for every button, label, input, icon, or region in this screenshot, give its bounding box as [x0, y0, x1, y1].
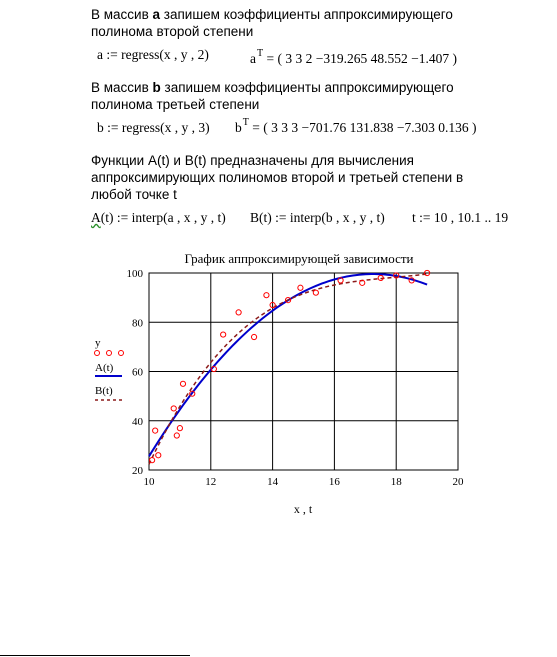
data-point	[174, 433, 179, 438]
y-tick-label: 20	[132, 465, 143, 477]
formula-t-range[interactable]: t := 10 , 10.1 .. 19	[412, 210, 509, 225]
data-point	[149, 458, 154, 463]
legend-y-label: y	[95, 337, 101, 349]
legend-y-marker	[95, 351, 100, 356]
formula-regress-a[interactable]: a := regress(x , y , 2)	[97, 47, 209, 62]
x-tick-label: 12	[205, 476, 217, 488]
data-point	[313, 290, 318, 295]
chart-title: График аппроксимирующей зависимости	[184, 251, 414, 266]
data-point	[236, 310, 241, 315]
a-sup: T	[257, 48, 264, 59]
section-b-prefix: В массив	[91, 80, 153, 95]
x-tick-label: 14	[267, 476, 279, 488]
y-tick-labels	[127, 268, 144, 477]
section-funcs-line3: любой точке t	[91, 187, 177, 202]
y-tick-label: 60	[132, 366, 143, 379]
x-tick-label: 10	[143, 476, 155, 488]
legend-y-marker	[107, 351, 112, 356]
plot-grid	[149, 273, 458, 470]
formula-A-name: A	[91, 210, 101, 225]
y-tick-label: 100	[126, 268, 143, 280]
data-point	[156, 453, 161, 458]
section-a-suffix: запишем коэффициенты аппроксимирующего	[160, 7, 453, 22]
curve-A	[149, 274, 427, 456]
x-axis-label: x , t	[293, 502, 313, 516]
data-point	[264, 293, 269, 298]
x-tick-labels	[144, 476, 465, 488]
section-a-var: a	[152, 7, 161, 22]
section-a-prefix: В массив	[91, 7, 153, 22]
formula-B[interactable]: B(t) := interp(b , x , y , t)	[250, 210, 385, 225]
b-var: b	[235, 120, 242, 135]
data-point	[221, 332, 226, 337]
a-var: a	[250, 51, 256, 66]
section-b-text-line2: полинома третьей степени	[91, 97, 260, 112]
formula-regress-b[interactable]: b := regress(x , y , 3)	[97, 120, 210, 135]
y-tick-label: 40	[132, 415, 143, 428]
x-tick-label: 16	[328, 476, 340, 488]
section-funcs-line1: Функции A(t) и B(t) предназначены для вычисления	[91, 153, 414, 168]
legend-B-label: B(t)	[95, 385, 113, 397]
data-point	[153, 428, 158, 433]
a-values: = ( 3 3 2 −319.265 48.552 −1.407 )	[263, 51, 457, 66]
b-values: = ( 3 3 3 −701.76 131.838 −7.303 0.136 )	[248, 120, 477, 135]
data-point	[177, 426, 182, 431]
data-point	[180, 381, 185, 386]
data-point	[298, 285, 303, 290]
footnote-separator	[0, 655, 190, 656]
y-tick-label: 80	[132, 317, 143, 330]
section-b-var: b	[152, 80, 161, 95]
section-a-text-line2: полинома второй степени	[91, 24, 254, 39]
section-b-suffix: запишем коэффициенты аппроксимирующего	[160, 80, 454, 95]
legend-A-label: A(t)	[95, 362, 114, 374]
legend-y-markers	[95, 351, 124, 356]
formula-A-rest: (t) := interp(a , x , y , t)	[100, 210, 226, 225]
x-tick-label: 20	[452, 476, 464, 488]
section-funcs-line2: аппроксимирующих полиномов второй и третьей степени в	[91, 170, 464, 185]
data-point	[171, 406, 176, 411]
b-sup: T	[242, 117, 249, 128]
x-tick-label: 18	[390, 476, 402, 488]
legend-y-marker	[119, 351, 124, 356]
data-point	[251, 334, 256, 339]
